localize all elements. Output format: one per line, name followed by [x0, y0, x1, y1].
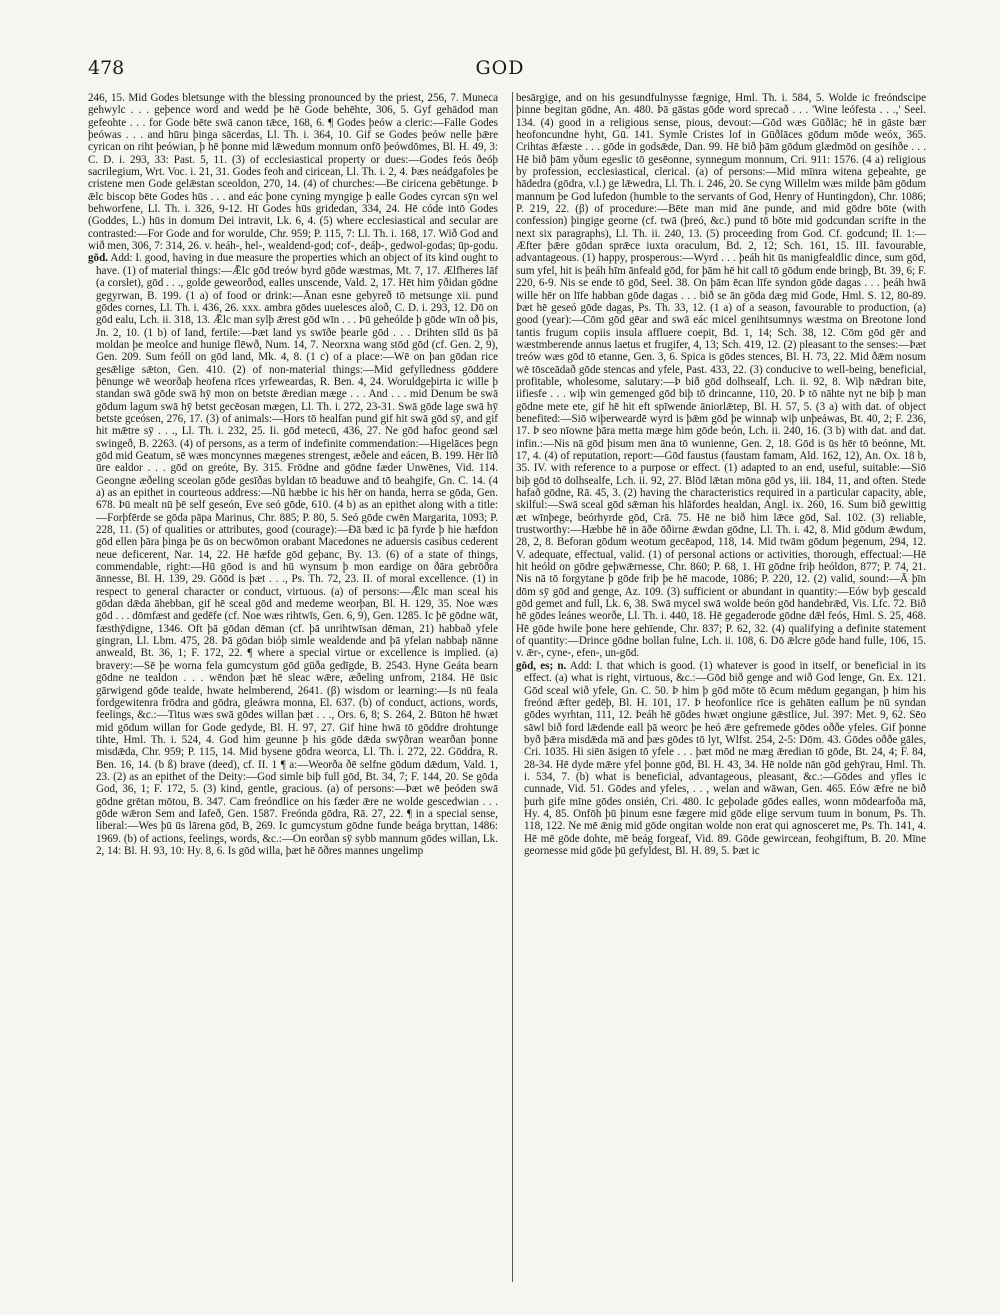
- entry-continuation: 246, 15. Mid Godes bletsunge with the blessing pronounced by the priest, 256, 7. Muneca gehwylc . . . geþence word and wedd þe hē Gode behēhte, 306, 5. Gyf gehādod man gefeohte . . . for Gode bēte swā canon tǣce, 168, 6. ¶ Godes þeów a cleric:—Falle Godes þeówas . . . and hūru þinga sācerdas, Ll. Th. i. 364, 10. Gif se Godes þeów nelle þǣre cyrican on riht þeówian, þ hē þonne mid lǣwedum monnum onfō þeówdōmes, Bl. H. 49, 3: C. D. i. 293, 33: Past. 5, 11. (3) of ecclesiastical property or dues:—Godes feós ðeóϸ sacrilegium, Wrt. Voc. i. 21, 31. Godes feoh and ciricean, Ll. Th. i. 2, 4. Þæs neádgafoles þe cristene men Gode gelǣstan sceoldon, 270, 14. (4) of churches:—Be ciricena gebētunge. Þ ǣlc biscop bēte Godes hūs . . . and eác þone cyning myngige þ ealle Godes cyrcan sȳn wel behworfene, Ll. Th. i. 326, 9-12. Hī Godes hūs gridedan, 334, 24. Hē códe intō Godes (Goddes, L.) hūs in domum Dei intravit, Lk. 6, 4. (5) where ecclesiastical and secular are contrasted:—For Gode and for worulde, Chr. 959; P. 115, 7: Ll. Th. i. 168, 17. Wið God and wið men, 306, 7: 314, 26. v. heáh-, hel-, wealdend-god; cof-, deáþ-, gedwol-godas; ūp-godu.: [88, 92, 498, 253]
- entry-text: Add: I. good, having in due measure the properties which an object of its kind ought to have. (1) of material things:—Ǣlc gōd treów byrd gōde wæstmas, Mt. 7, 17. Ælfheres lāf (a corslet), gōd . . ., golde geweorðod, ealles unscende, Vald. 2, 17. Hēt him ȳðidan gōdne gegyrwan, B. 199. (1 a) of food or drink:—Ānan esne gebyreð tō metsunge xii. pund gōdes cornes, Ll. Th. i. 436, 26. xxx. ambra gōdes uuelesces aloð, C. D. i. 293, 12. Dō on gōd ealu, Lch. ii. 318, 13. Ǣlc man sylþ ǣrest gōd wīn . . . Þū geheólde þ gōde wīn oð þis, Jn. 2, 10. (1 b) of land, fertile:—Þæt land ys swīðe þearle gōd . . . Drihten sīld ūs þā moldan þe meolce and hunige flēwð, Num. 14, 7. Neorxna wang stōd gōd (cf. Gen. 2, 9), Gen. 209. Sum feóll on gōd land, Mk. 4, 8. (1 c) of a place:—Wē on þan gōdan rice gesǣlige sǣton, Gen. 410. (2) of non-material things:—Mid gefylledness gōddere þēnunge wē weorðaþ heofena rīces yrfeweardas, R. Ben. 4, 24. Woruldgeþirta ic wille þ standan swā gōde swā hȳ mon on betste ǣredian mæge . . . And . . . mid Denum be swā gōdum lagum swā hȳ betst gecēosan mægen, Ll. Th. i. 272, 23-31. Swā gōde lage swā hȳ betste gceósen, 276, 17. (3) of animals:—Hors tō healfan pund gif hit swā gōd sȳ, and gif hit mǣtre sȳ . . ., Ll. Th. i. 232, 25. Ii. gōd metecū, 436, 27. Ne gōd hafoc geond sæl swingeð, B. 2263. (4) of persons, as a term of indefinite commendation:—Higelāces þegn gōd mid Geatum, sē wæs moncynnes mægenes strengest, æðele and eácen, B. 199. Hēr līð ūre ealdor . . . gōd on greóte, By. 315. Frōdne and gōdne fæder Unwēnes, Vid. 114. Geongne æðeling sceolan gōde gesīðas byldan tō beaduwe and tō beahgife, Gn. C. 14. (4 a) as an epithet in courteous address:—Nū hæbbe ic his hēr on handa, herra se gōda, Gen. 678. Þū mealt nū þē self geseón, Eve seó gōde, 610. (4 b) as an epithet along with a title:—Forþfērde se gōda pāpa Marinus, Chr. 885; P. 80, 5. Seó gōde cwēn Margarita, 1093; P. 228, 11. (5) of qualities or attributes, good (courage):—Ðā bæd ic þā fyrde þ hie hæfdon gōd ellen þāra þinga þe ūs on becwōmon orabant Macedones ne aduersis casibus cederent neue deficerent, Nar. 14, 22. Hē hæfde gōd geþanc, By. 13. (6) of a state of things, commendable, right:—Hū gōod is and hū wynsum þ mon eardige on ðāra gebrōðra ānnesse, Bl. H. 139, 29. Gōōd is þæt . . ., Ps. Th. 72, 23. II. of moral excellence. (1) in respect to general character or conduct, virtuous. (a) of persons:—Ǣlc man sceal his gōdan dǣda āhebban, gif hē sceal gōd and medeme weorþan, Bl. H. 129, 35. Noe wæs gōd . . . dōmfæst and gedēfe (cf. Noe wæs rihtwīs, Gen. 6, 9), Gen. 1285. Ic þē gōdne wāt, fæsthȳdigne, 1346. Oft þā gōdan dēman (cf. þā unrihtwīsan dēman, 21) habbað yfele gingran, Ll. Lbm. 475, 28. Þā gōdan bióþ simle wealdende and þā yfelan nabbaþ nānne anweald, Bt. 36, 1; F. 172, 22. ¶ where a special virtue or excellence is implied. (a) bravery:—Sē þe worna fela gumcystum gōd gūða gedīgde, B. 2543. Hyne Geáta bearn gōdne ne tealdon . . . wēndon þæt hē sleac wǣre, æðeling unfrom, 2184. Hē ūsic gārwigend gōde tealde, hwate helmberend, 2641. (β) wisdom or learning:—Is nū feala fordgewitenra frōdra and gōdra, gleáwra monna, El. 637. (b) of conduct, actions, words, feelings, &c.:—Titus wæs swā gōdes willan þæt . . ., Ors. 6, 8; S. 264, 2. Būton hē hwæt mid gōdum willan for Gode gedyde, Bl. H. 97, 27. Gif hine hwā tō gōddre drohtunge tihte, Hml. Th. i. 524, 4. God him geunne þ his gōde dǣda swȳðran wearðan þonne misdǣda, Chr. 959; P. 115, 14. Mid bysene gōdra weorca, Ll. Th. i. 272, 22. Gōddra, R. Ben. 16, 14. (b ß) brave (deed), cf. II. 1 ¶ a:—Weorða ðē selfne gōdum dǣdum, Vald. 1, 23. (2) as an epithet of the Deity:—God simle biþ full gōd, Bt. 34, 7; F. 144, 20. Se gōda God, 36, 1; F. 172, 5. (3) kind, gentle, gracious. (a) of persons:—Þæt wē þeóden swā gōdne grētan mōtou, B. 347. Cam freóndlice on his fæder ǣre ne wolde gescedwian . . . gōde wǣron Sem and Iafeð, Gen. 1587. Freónda gōdra, Rā. 27, 22. ¶ in a special sense, liberal:—Wes þū ūs lārena gōd, B, 269. Ic gumcystum gōdne funde beága bryttan, 1486: 1969. (b) of actions, feelings, words, &c.:—On eorðan sȳ sybb mannum gōdes willan, Lk. 2, 14: Bl. H. 93, 10: Hy. 8, 6. Is gōd willa, þæt hē ōðres mannes ungelimp: [96, 252, 498, 857]
- page-header: [88, 57, 912, 85]
- entry-continuation: besārgige, and on his gesundfulnysse fægnige, Hml. Th. i. 584, 5. Wolde ic freóndscipe þinne begitan gōdne, An. 480. Þā gāstas gōde word sprecað . . . 'Wine leófesta . . .,' Seel. 134. (4) good in a religious sense, pious, devout:—Gōd wæs Gūðlāc; hē in gāste bær heofoncundne hyht, Gū. 141. Symle Cristes lof in Gūðlāces gōdum mōde weóx, 365. Crihtas ǣfæste . . . gōde in godsǣde, Dan. 99. Hē bið þām gōdum glædmōd on gesihðe . . . Hē bið þām yðum egeslic tō gesēonne, synnegum monnum, Cri. 911: 1576. (4 a) religious by profession, ecclesiastical, clerical. (a) of persons:—Mid mīnra witena geþeahte, ge hādedra (gōdra, v.l.) ge lǣwedra, Ll. Th. i. 246, 20. Se cyng Willelm wæs milde þām gōdum mannum þe God lufedon (humble to the servants of God, Henry of Huntingdon), Chr. 1086; P. 219, 22. (β) of procedure:—Bēte man mid āne punde, and mid gōdre bōte (with confession) þingige georne (cf. twā (þreó, &c.) pund tō bōte mid godcundan scrifte in the next six paragraphs), Ll. Th. ii. 240, 13. (5) proceeding from God. Cf. godcund; II. 1:—Æfter þǣre gōdan sprǣce iuxta oraculum, Bd. 2, 12; Sch. 161, 15. III. favourable, advantageous. (1) happy, prosperous:—Wyrd . . . þeáh hit ūs manigfealdlic dince, sum gōd, sum yfel, hit is þeáh hīm ānfeald gōd, for þām hē hit call tō gōdum ende bringþ, Bt. 39, 6; F. 220, 6-9. Nis se ende tō gōd, Seel. 38. On þām ēcan līfe syndon gōde dagas . . . þeáh hwā wille hēr on līfe habban gōde dagas . . . bið se ān gōda dæg mid Gode, Hml. S. 12, 80-89. Þæt hē geseó gōde dagas, Ps. Th. 33, 12. (1 a) of a season, favourable to production, (a) good (year):—Cōm gōd gēar and swā eác micel genihtsumnys wæstma on Breotone lond tantis frugum copiis insula affluere coepit, Bd. 1, 14; Sch. 38, 12. Cōm gōd gēr and wæstmberende annus laetus et frugifer, 4, 13; Sch. 419, 12. (2) pleasant to the senses:—Þæt treów wæs gōd tō etanne, Gen. 3, 6. Spica is gōdes stences, Bl. H. 73, 22. Mid ðǣm nosum wē tōsceādað gōde stencas and yfele, Past. 433, 22. (3) conducive to well-being, beneficial, profitable, wholesome, salutary:—Þ bið gōd dolhsealf, Lch. ii. 92, 8. Wiþ nǣdran bite, iifiesfe . . . wiþ win gemenged gōd biþ tō drincanne, 110, 20. Þ tō nāhte nyt ne biþ þ man gōdne mete ete, gif hē hit eft spīwende āniorlǣtep, Bl. H. 57, 5. (3 a) with dat. of object benefited:—Siō wiþerweardē wyrd is þǣm gōd þe winnaþ wiþ unþeáwas, Bt. 40, 2; F. 236, 17. Þ seo nīowne þāra metta mæge him gōde beón, Lch. ii. 240, 16. (3 b) with dat. and dat. infin.:—Nis nā gōd þisum men āna tō wunienne, Gen. 2, 18. Gōd is ūs hēr tō beónne, Mt. 17, 4. (4) of reputation, report:—Gōd faustus (faustam famam, Ald. 162, 12), An. Ox. 18 b, 35. IV. with reference to a purpose or effect. (1) adapted to an end, useful, suitable:—Siō biþ gōd tō dolhsealfe, Lch. ii. 92, 27. Blōd lǣtan mōna gōd ys, iii. 184, 11, and often. Stede hafað gōdne, Rā. 45, 3. (2) having the characteristics required in a particular capacity, able, skilful:—Swā sceal gōd sǣman his hlāfordes healdan, Angl. ix. 260, 16. Sum bið gewittig æt wīnþege, beórhyrde gōd, Crā. 75. Hē ne bið him lǣce gōd, Sal. 102. (3) reliable, trustworthy:—Hæbbe hē in āðe ōðirne ǣwdan gōdne, Ll. Th. i. 42, 8. Mid gōdum ǣwdum, 28, 2, 8. Beforan gōdum weotum gecēapod, 118, 14. Mid twām gōdum þegenum, 294, 12. V. adequate, effectual, valid. (1) of personal actions or activities, thorough, effectual:—Hē hit heóld on gōdre geþwǣrnesse, Chr. 860; P. 68, 1. Hī gōdne friþ heóldon, 877; P. 74, 21. Nis nā tō forgytane þ gōde friþ þe hē macode, 1086; P. 220, 12. (2) valid, sound:—Ā þīn dōm sȳ gōd and genge, Az. 109. (3) sufficient or abundant in quantity:—Eów byþ gescald gōd gemet and full, Lk. 6, 38. Swā mycel swā wolde beón gōd handebrǣd, Vis. Lfc. 72. Bið hē gōdes leánes weorðe, Ll. Th. i. 440, 18. Hē gegaderode gōdne dǣl feós, Hml. S. 25, 468. Hē gōde hwile þone here gehīende, Chr. 837; P. 62, 32. (4) qualifying a definite statement of quantity:—Drince gōdne bollan fulne, Lch. ii. 108, 6. Dō ǣlcre gōde hand fulle, 106, 15. v. ǣr-, cyne-, efen-, un-gōd.: [516, 92, 926, 660]
- entry-text: Add: I. that which is good. (1) whatever is good in itself, or beneficial in its effect. (a) what is right, virtuous, &c.:—Gōd bið genge and wið God lenge, Gn. Ex. 121. Gōd sceal wið yfele, Gn. C. 50. Þ him þ gōd mōte tō ēcum mēdum gegangan, þ him his freónd ǣfter gedēþ, Bl. H. 101, 17. Þ heofonlice rīce is gehāten eallum þe nū syndan gōdes wyrhtan, 111, 12. Þeáh hē gōdes hwæt ongiune gǣstlice, Jul. 397: Met. 9, 62. Sēo sāwl bið ford lǣdende eall þā weorc þe heó ǣre gefremede gōdes oððe yfeles. Gif þonne byð þǣra misdǣda mā and þæs gōdes tō lyt, Wlfst. 254, 2-5: Dōm. 43. Gōdes oððe gāles, Cri. 1035. Hi siēn āsigen tō yfele . . . þæt mōd ne mæg ǣredian tō gōde, Bt. 24, 4; F. 84, 28-34. Hē dyde mǣre yfel þonne gōd, Bl. H. 43, 34. Hē nolde nān gōd gehȳrau, Hml. Th. i. 534, 7. (b) what is beneficial, advantageous, pleasant, &c.:—Gōdes and yfles ic cunnade, Vid. 51. Gōdes and yfeles, . . , welan and wāwan, Gen. 465. Eów ǣfre ne bið þurh gife mīne gōdes onsién, Cri. 480. Ic geþolade gōdes ealles, wonn mōdearfoða mā, Hy. 4, 85. Onfōh þū þinum esne fægere mid gōde elige servum tuum in bonum, Ps. Th. 118, 122. Ne mē ǣnig mid gōde ongitan wolde non erat qui agnosceret me, Ps. Th. 141, 4. Hē mē gōde dohte, mē beág forgeaf, Vid. 89. Gōde gewircean, feohgiftum, B. 20. Mīne geornesse mid gōde þū gefyldest, Bl. H. 89, 5. Þæt ic: [524, 659, 926, 857]
- column-divider: [512, 92, 513, 1282]
- page-number: 478: [88, 57, 125, 79]
- running-headword: GOD: [475, 57, 525, 79]
- dictionary-entry: [516, 660, 926, 858]
- dictionary-columns: [88, 92, 926, 1282]
- entry-headword: gōd.: [88, 252, 109, 265]
- entry-headword: gōd, es; n.: [516, 659, 567, 672]
- dictionary-entry: [88, 252, 498, 857]
- left-column: [88, 92, 498, 1282]
- right-column: [516, 92, 926, 1282]
